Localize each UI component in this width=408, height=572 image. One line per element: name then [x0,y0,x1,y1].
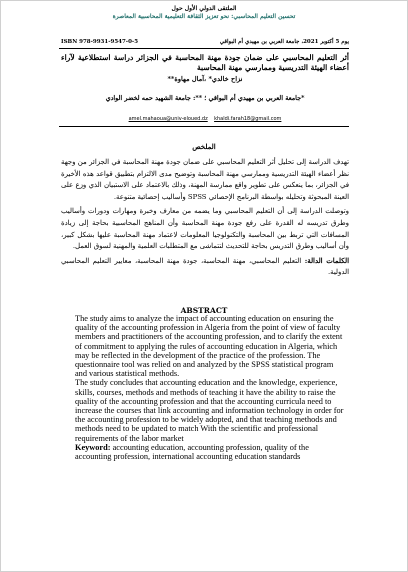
abstract-ar-paragraph: تهدف الدراسة إلى تحليل أثر التعليم المحاسبي على ضمان جودة مهنة المحاسبة في الجزائر من وجهة نظر أعضاء الهيئة التدريسية وممارسي مهنة المحاسبة وتوضيح مدى الالتزام بتطبيق قواعد هذه الأخيرة في الجزائر، بما ينعكس على تطوير واقع ممارسة المهنة، وذلك بالاعتماد على الاستبيان الذي وزع على العينة المبحوثة وتحليله بواسطة البرنامج الإحصائي SPSS وأساليب إحصائية متنوعة. [61,158,349,201]
conference-header [1,5,407,21]
keywords-en-text: accounting education, accounting profession, quality of the accounting profession, international accounting education standards [75,442,309,462]
paper-title-ar: أثر التعليم المحاسبي على ضمان جودة مهنة المحاسبة في الجزائر دراسة استطلاعية لآراء أعضاء الهيئة التدريسية وممارسي مهنة المحاسبة [61,53,349,72]
conference-title: الملتقى الدولي الأول حول [171,5,237,12]
email-link[interactable]: khaldi.farah18@gmail.com [214,116,282,122]
abstract-en-paragraph: The study concludes that accounting education and the knowledge, experience, skills, courses, methods and methods of teaching it have the ability to raise the quality of the accounting profession and that the accounting curricula need to increase the courses that link accounting and information technology in order for the accounting profession to be widely adopted, and that teaching methods and methods need to be updated to match With the scientific and professional requirements of the labor market [75,378,344,443]
publication-meta [61,39,349,45]
abstract-en-paragraph: The study aims to analyze the impact of accounting education on ensuring the quality of the accounting profession in Algeria from the point of view of faculty members and practitioners of the accounting profession, and to clarify the extent of commitment to applying the rules of accounting education in Algeria, which may be reflected in the development of the practice of the profession. The questionnaire tool was relied on and analyzed by the SPSS statistical program and various statistical methods. [75,314,343,379]
affiliation-ar: *جامعة العربي بن مهيدي أم البواقي ؛ **: جامعة الشهيد حمه لخضر الوادي [105,94,305,102]
keywords-ar [61,256,349,279]
abstract-ar-paragraph: وتوصلت الدراسة إلى أن التعليم المحاسبي وما يضمه من معارف وخبرة ومهارات ودورات وأساليب وطرق تدريسه له القدرة على رفع جودة مهنة المحاسبة وأن المناهج المحاسبية بحاجة إلى زيادة المسافات التي تربط بين المحاسبة والتكنولوجيا المعلومات لاعتماد مهنة المحاسبة عليها بشكل كبير، وأن أساليب وطرق التدريس بحاجة للتحديث لتتماشى مع المتطلبات العلمية والمهنية لسوق العمل. [61,207,349,251]
conference-date-place: يوم 5 أكتوبر 2021، جامعة العربي بن مهيدي أم البواقي [219,39,349,45]
author-emails [61,116,349,122]
abstract-ar-title: الملخص [192,142,216,151]
email-link[interactable]: amel.mahaoua@univ-eloued.dz [128,116,208,122]
authors-ar: نزاح خالدي* ،آمال مهاوة** [167,75,243,83]
abstract-en-title: ABSTRACT [180,306,228,315]
abstract-en [75,314,347,461]
conference-subtitle: تحسين التعليم المحاسبي: نحو تعزيز الثقافة التعليمية المحاسبية المعاصرة [112,13,296,20]
keywords-en [75,443,347,461]
authors-divider [59,126,349,127]
keywords-en-label: Keyword: [75,442,111,452]
keywords-ar-label: الكلمات الدالة: [304,256,349,265]
abstract-ar [61,157,349,282]
keywords-ar-text: التعليم المحاسبي، مهنة المحاسبة، جودة مهنة المحاسبة، معايير التعليم المحاسبي الدولية. [61,256,349,277]
header-divider [59,48,349,49]
isbn: ISBN 978-9931-9547-0-5 [61,39,139,45]
